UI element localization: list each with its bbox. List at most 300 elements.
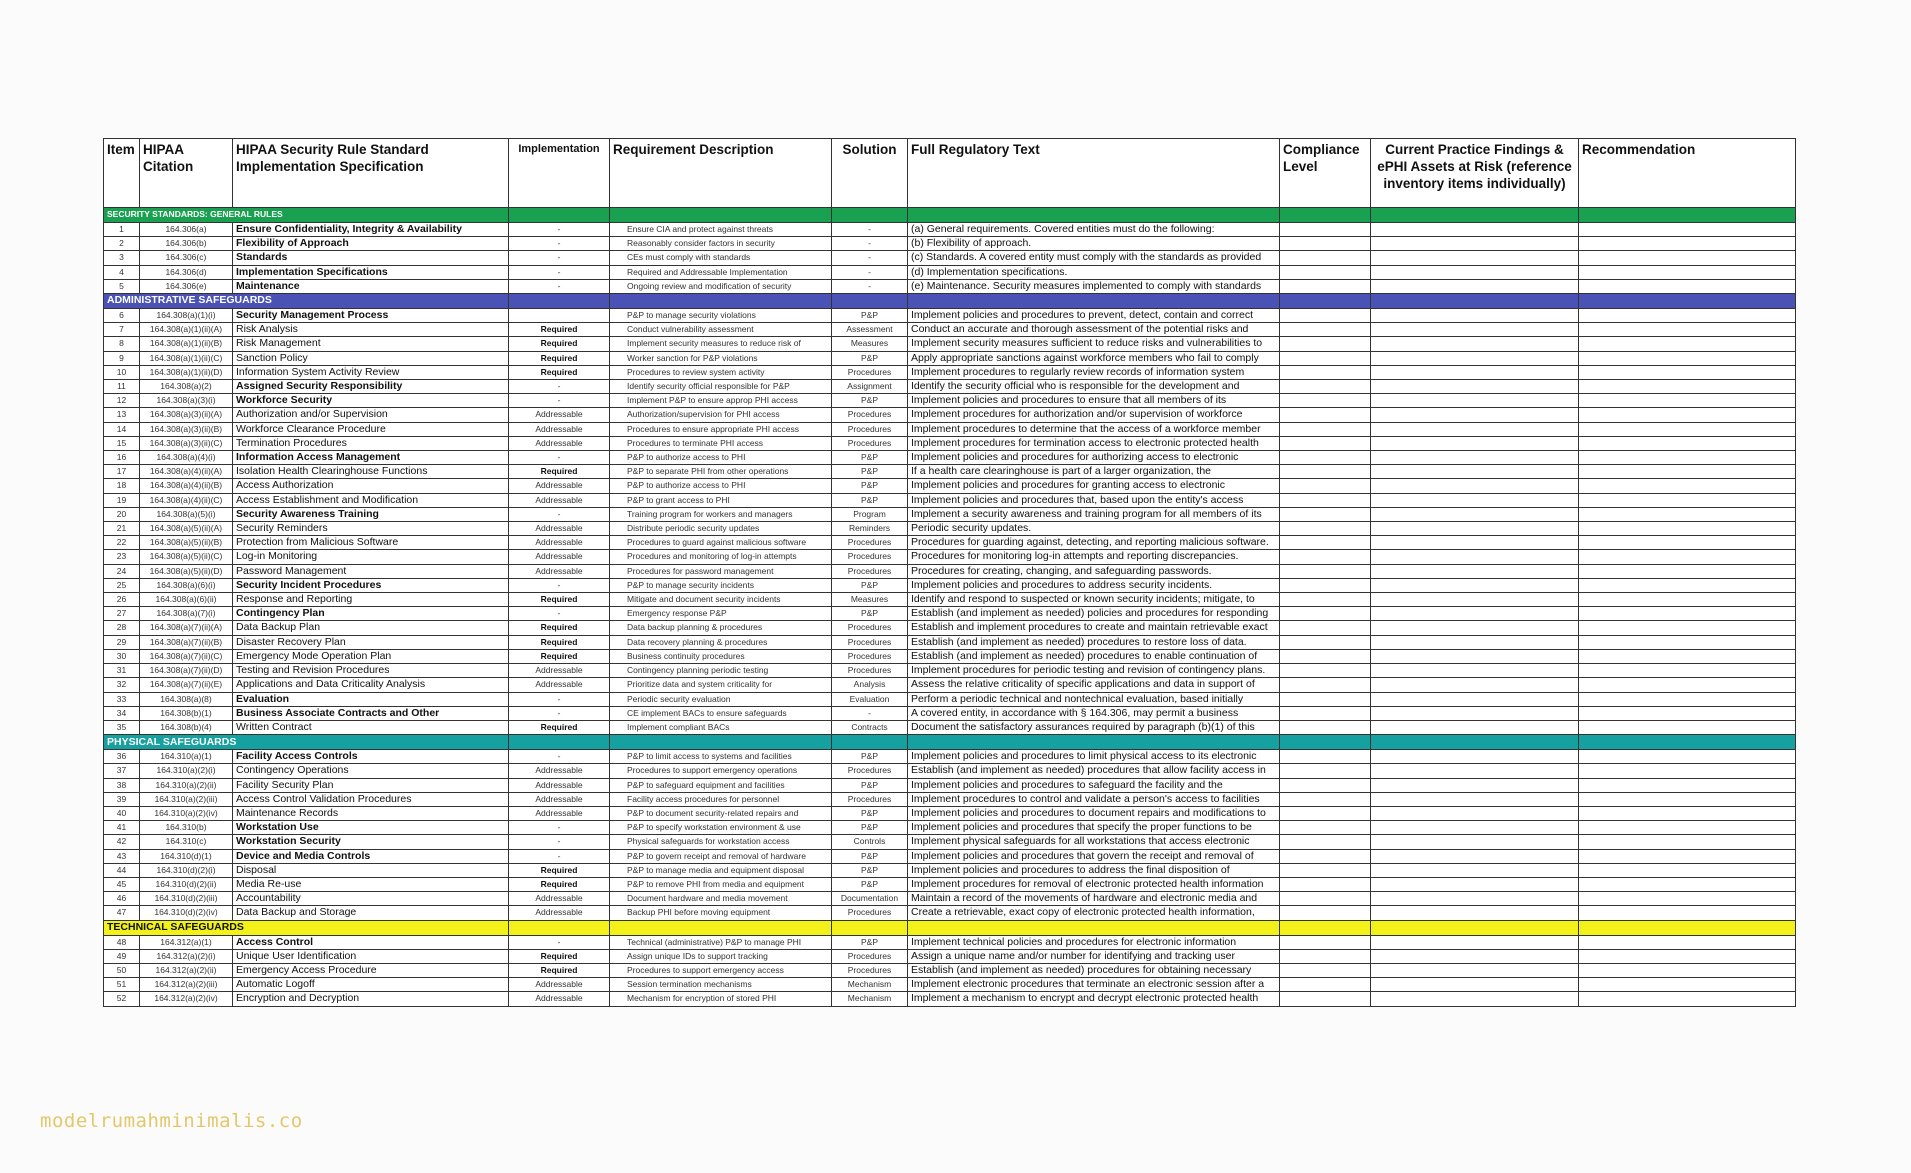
cell-recommendation[interactable] bbox=[1579, 237, 1796, 251]
cell-item: 12 bbox=[104, 394, 140, 408]
cell-item: 44 bbox=[104, 863, 140, 877]
cell-regulatory: Document the satisfactory assurances required by paragraph (b)(1) of this bbox=[908, 720, 1280, 734]
cell-compliance[interactable] bbox=[1280, 692, 1371, 706]
cell-standard: Contingency Plan bbox=[233, 607, 509, 621]
table-row bbox=[104, 877, 1796, 891]
cell-citation: 164.308(a)(7)(ii)(B) bbox=[140, 635, 233, 649]
cell-findings[interactable] bbox=[1371, 635, 1579, 649]
cell-standard: Workstation Security bbox=[233, 835, 509, 849]
cell-compliance[interactable] bbox=[1280, 279, 1371, 293]
cell-findings[interactable] bbox=[1371, 764, 1579, 778]
cell-findings[interactable] bbox=[1371, 835, 1579, 849]
cell-compliance[interactable] bbox=[1280, 892, 1371, 906]
cell-item: 28 bbox=[104, 621, 140, 635]
cell-recommendation[interactable] bbox=[1579, 649, 1796, 663]
cell-findings[interactable] bbox=[1371, 678, 1579, 692]
cell-item: 40 bbox=[104, 806, 140, 820]
cell-findings[interactable] bbox=[1371, 978, 1579, 992]
cell-recommendation[interactable] bbox=[1579, 764, 1796, 778]
cell-compliance[interactable] bbox=[1280, 664, 1371, 678]
cell-findings[interactable] bbox=[1371, 792, 1579, 806]
cell-standard: Emergency Mode Operation Plan bbox=[233, 649, 509, 663]
cell-findings[interactable] bbox=[1371, 365, 1579, 379]
table-row bbox=[104, 778, 1796, 792]
cell-findings[interactable] bbox=[1371, 750, 1579, 764]
cell-requirement: Identify security official responsible for P&P bbox=[610, 380, 832, 394]
cell-implementation: Addressable bbox=[509, 550, 610, 564]
cell-recommendation[interactable] bbox=[1579, 635, 1796, 649]
cell-compliance[interactable] bbox=[1280, 963, 1371, 977]
cell-recommendation[interactable] bbox=[1579, 849, 1796, 863]
cell-requirement: Distribute periodic security updates bbox=[610, 522, 832, 536]
cell-recommendation[interactable] bbox=[1579, 394, 1796, 408]
cell-standard: Authorization and/or Supervision bbox=[233, 408, 509, 422]
cell-compliance[interactable] bbox=[1280, 522, 1371, 536]
cell-compliance[interactable] bbox=[1280, 550, 1371, 564]
cell-solution: Measures bbox=[832, 337, 908, 351]
cell-citation: 164.308(a)(5)(ii)(C) bbox=[140, 550, 233, 564]
cell-compliance[interactable] bbox=[1280, 792, 1371, 806]
cell-standard: Data Backup Plan bbox=[233, 621, 509, 635]
cell-recommendation[interactable] bbox=[1579, 309, 1796, 323]
cell-findings[interactable] bbox=[1371, 493, 1579, 507]
section-header-row bbox=[104, 920, 1796, 935]
cell-compliance[interactable] bbox=[1280, 536, 1371, 550]
section-header-row bbox=[104, 294, 1796, 309]
cell-findings[interactable] bbox=[1371, 949, 1579, 963]
cell-compliance[interactable] bbox=[1280, 223, 1371, 237]
cell-compliance[interactable] bbox=[1280, 906, 1371, 920]
cell-findings[interactable] bbox=[1371, 337, 1579, 351]
cell-requirement: Physical safeguards for workstation access bbox=[610, 835, 832, 849]
cell-recommendation[interactable] bbox=[1579, 279, 1796, 293]
cell-item: 43 bbox=[104, 849, 140, 863]
cell-compliance[interactable] bbox=[1280, 806, 1371, 820]
cell-item: 39 bbox=[104, 792, 140, 806]
cell-recommendation[interactable] bbox=[1579, 720, 1796, 734]
cell-requirement: Implement compliant BACs bbox=[610, 720, 832, 734]
cell-solution: Procedures bbox=[832, 664, 908, 678]
cell-recommendation[interactable] bbox=[1579, 493, 1796, 507]
cell-compliance[interactable] bbox=[1280, 720, 1371, 734]
cell-regulatory: Implement policies and procedures that specify the proper functions to be bbox=[908, 821, 1280, 835]
table-row bbox=[104, 237, 1796, 251]
cell-regulatory: (b) Flexibility of approach. bbox=[908, 237, 1280, 251]
cell-compliance[interactable] bbox=[1280, 351, 1371, 365]
cell-implementation: Required bbox=[509, 635, 610, 649]
cell-recommendation[interactable] bbox=[1579, 978, 1796, 992]
cell-regulatory: Implement policies and procedures that, based upon the entity's access bbox=[908, 493, 1280, 507]
cell-compliance[interactable] bbox=[1280, 265, 1371, 279]
cell-regulatory: Periodic security updates. bbox=[908, 522, 1280, 536]
cell-regulatory: Procedures for creating, changing, and safeguarding passwords. bbox=[908, 564, 1280, 578]
cell-findings[interactable] bbox=[1371, 550, 1579, 564]
cell-recommendation[interactable] bbox=[1579, 664, 1796, 678]
cell-compliance[interactable] bbox=[1280, 309, 1371, 323]
cell-compliance[interactable] bbox=[1280, 422, 1371, 436]
cell-recommendation[interactable] bbox=[1579, 792, 1796, 806]
cell-findings[interactable] bbox=[1371, 451, 1579, 465]
cell-findings[interactable] bbox=[1371, 692, 1579, 706]
cell-regulatory: Implement procedures to control and validate a person's access to facilities bbox=[908, 792, 1280, 806]
cell-findings[interactable] bbox=[1371, 863, 1579, 877]
cell-recommendation[interactable] bbox=[1579, 351, 1796, 365]
cell-recommendation[interactable] bbox=[1579, 479, 1796, 493]
cell-requirement: Training program for workers and managers bbox=[610, 507, 832, 521]
cell-compliance[interactable] bbox=[1280, 436, 1371, 450]
cell-standard: Data Backup and Storage bbox=[233, 906, 509, 920]
cell-findings[interactable] bbox=[1371, 877, 1579, 891]
table-row bbox=[104, 906, 1796, 920]
cell-compliance[interactable] bbox=[1280, 949, 1371, 963]
cell-compliance[interactable] bbox=[1280, 935, 1371, 949]
table-row bbox=[104, 408, 1796, 422]
cell-standard: Access Control bbox=[233, 935, 509, 949]
cell-recommendation[interactable] bbox=[1579, 223, 1796, 237]
cell-findings[interactable] bbox=[1371, 720, 1579, 734]
cell-implementation: Addressable bbox=[509, 978, 610, 992]
cell-compliance[interactable] bbox=[1280, 564, 1371, 578]
cell-findings[interactable] bbox=[1371, 664, 1579, 678]
cell-findings[interactable] bbox=[1371, 906, 1579, 920]
cell-standard: Isolation Health Clearinghouse Functions bbox=[233, 465, 509, 479]
cell-compliance[interactable] bbox=[1280, 978, 1371, 992]
header-regulatory: Full Regulatory Text bbox=[908, 139, 1280, 208]
cell-item: 23 bbox=[104, 550, 140, 564]
cell-solution: Procedures bbox=[832, 436, 908, 450]
section-fill-cell bbox=[1371, 294, 1579, 309]
cell-recommendation[interactable] bbox=[1579, 507, 1796, 521]
cell-findings[interactable] bbox=[1371, 593, 1579, 607]
cell-standard: Device and Media Controls bbox=[233, 849, 509, 863]
cell-solution: Procedures bbox=[832, 949, 908, 963]
cell-recommendation[interactable] bbox=[1579, 821, 1796, 835]
cell-regulatory: Conduct an accurate and thorough assessment of the potential risks and bbox=[908, 323, 1280, 337]
cell-findings[interactable] bbox=[1371, 479, 1579, 493]
cell-requirement: P&P to safeguard equipment and facilities bbox=[610, 778, 832, 792]
cell-findings[interactable] bbox=[1371, 706, 1579, 720]
cell-findings[interactable] bbox=[1371, 279, 1579, 293]
cell-findings[interactable] bbox=[1371, 237, 1579, 251]
cell-compliance[interactable] bbox=[1280, 678, 1371, 692]
cell-item: 16 bbox=[104, 451, 140, 465]
cell-implementation: Required bbox=[509, 863, 610, 877]
cell-recommendation[interactable] bbox=[1579, 892, 1796, 906]
cell-implementation: Addressable bbox=[509, 479, 610, 493]
cell-standard: Applications and Data Criticality Analysis bbox=[233, 678, 509, 692]
section-fill-cell bbox=[1280, 920, 1371, 935]
cell-citation: 164.308(a)(3)(ii)(A) bbox=[140, 408, 233, 422]
cell-recommendation[interactable] bbox=[1579, 578, 1796, 592]
cell-standard: Business Associate Contracts and Other bbox=[233, 706, 509, 720]
cell-recommendation[interactable] bbox=[1579, 692, 1796, 706]
cell-requirement: Conduct vulnerability assessment bbox=[610, 323, 832, 337]
cell-compliance[interactable] bbox=[1280, 863, 1371, 877]
cell-solution: P&P bbox=[832, 849, 908, 863]
cell-compliance[interactable] bbox=[1280, 465, 1371, 479]
cell-requirement: Ensure CIA and protect against threats bbox=[610, 223, 832, 237]
cell-recommendation[interactable] bbox=[1579, 380, 1796, 394]
cell-compliance[interactable] bbox=[1280, 778, 1371, 792]
cell-recommendation[interactable] bbox=[1579, 451, 1796, 465]
cell-implementation: Addressable bbox=[509, 678, 610, 692]
cell-compliance[interactable] bbox=[1280, 835, 1371, 849]
cell-requirement: Required and Addressable Implementation bbox=[610, 265, 832, 279]
cell-requirement: Document hardware and media movement bbox=[610, 892, 832, 906]
cell-implementation: Required bbox=[509, 877, 610, 891]
cell-recommendation[interactable] bbox=[1579, 251, 1796, 265]
cell-implementation: - bbox=[509, 835, 610, 849]
cell-item: 35 bbox=[104, 720, 140, 734]
cell-requirement: Emergency response P&P bbox=[610, 607, 832, 621]
cell-findings[interactable] bbox=[1371, 408, 1579, 422]
cell-compliance[interactable] bbox=[1280, 323, 1371, 337]
cell-requirement: Procedures and monitoring of log-in attempts bbox=[610, 550, 832, 564]
cell-findings[interactable] bbox=[1371, 522, 1579, 536]
cell-compliance[interactable] bbox=[1280, 365, 1371, 379]
cell-citation: 164.310(a)(2)(iii) bbox=[140, 792, 233, 806]
cell-implementation: Addressable bbox=[509, 892, 610, 906]
cell-implementation: Addressable bbox=[509, 906, 610, 920]
cell-standard: Maintenance bbox=[233, 279, 509, 293]
cell-implementation: - bbox=[509, 394, 610, 408]
cell-findings[interactable] bbox=[1371, 992, 1579, 1006]
section-fill-cell bbox=[509, 208, 610, 223]
cell-recommendation[interactable] bbox=[1579, 621, 1796, 635]
cell-item: 42 bbox=[104, 835, 140, 849]
cell-recommendation[interactable] bbox=[1579, 863, 1796, 877]
cell-findings[interactable] bbox=[1371, 806, 1579, 820]
cell-standard: Risk Management bbox=[233, 337, 509, 351]
cell-recommendation[interactable] bbox=[1579, 564, 1796, 578]
cell-standard: Password Management bbox=[233, 564, 509, 578]
cell-findings[interactable] bbox=[1371, 621, 1579, 635]
cell-requirement: Procedures to guard against malicious software bbox=[610, 536, 832, 550]
cell-findings[interactable] bbox=[1371, 465, 1579, 479]
cell-solution: Assessment bbox=[832, 323, 908, 337]
cell-findings[interactable] bbox=[1371, 778, 1579, 792]
cell-recommendation[interactable] bbox=[1579, 750, 1796, 764]
cell-recommendation[interactable] bbox=[1579, 365, 1796, 379]
table-row bbox=[104, 493, 1796, 507]
cell-citation: 164.306(a) bbox=[140, 223, 233, 237]
cell-solution: Procedures bbox=[832, 906, 908, 920]
cell-recommendation[interactable] bbox=[1579, 963, 1796, 977]
cell-compliance[interactable] bbox=[1280, 479, 1371, 493]
cell-compliance[interactable] bbox=[1280, 394, 1371, 408]
cell-findings[interactable] bbox=[1371, 821, 1579, 835]
cell-findings[interactable] bbox=[1371, 351, 1579, 365]
cell-findings[interactable] bbox=[1371, 223, 1579, 237]
cell-recommendation[interactable] bbox=[1579, 522, 1796, 536]
cell-item: 38 bbox=[104, 778, 140, 792]
cell-citation: 164.308(a)(4)(ii)(B) bbox=[140, 479, 233, 493]
cell-regulatory: Implement security measures sufficient to reduce risks and vulnerabilities to bbox=[908, 337, 1280, 351]
cell-findings[interactable] bbox=[1371, 436, 1579, 450]
cell-item: 41 bbox=[104, 821, 140, 835]
cell-findings[interactable] bbox=[1371, 422, 1579, 436]
cell-standard: Facility Security Plan bbox=[233, 778, 509, 792]
cell-implementation: Required bbox=[509, 963, 610, 977]
cell-compliance[interactable] bbox=[1280, 237, 1371, 251]
cell-requirement: P&P to specify workstation environment & use bbox=[610, 821, 832, 835]
cell-findings[interactable] bbox=[1371, 892, 1579, 906]
cell-compliance[interactable] bbox=[1280, 380, 1371, 394]
cell-recommendation[interactable] bbox=[1579, 906, 1796, 920]
cell-recommendation[interactable] bbox=[1579, 536, 1796, 550]
cell-compliance[interactable] bbox=[1280, 635, 1371, 649]
cell-requirement: Periodic security evaluation bbox=[610, 692, 832, 706]
cell-citation: 164.310(b) bbox=[140, 821, 233, 835]
cell-standard: Information Access Management bbox=[233, 451, 509, 465]
header-requirement: Requirement Description bbox=[610, 139, 832, 208]
cell-standard: Workstation Use bbox=[233, 821, 509, 835]
cell-item: 48 bbox=[104, 935, 140, 949]
cell-recommendation[interactable] bbox=[1579, 265, 1796, 279]
cell-item: 36 bbox=[104, 750, 140, 764]
cell-requirement: CEs must comply with standards bbox=[610, 251, 832, 265]
cell-findings[interactable] bbox=[1371, 564, 1579, 578]
cell-compliance[interactable] bbox=[1280, 621, 1371, 635]
cell-implementation: Addressable bbox=[509, 436, 610, 450]
cell-findings[interactable] bbox=[1371, 607, 1579, 621]
cell-requirement: Contingency planning periodic testing bbox=[610, 664, 832, 678]
cell-recommendation[interactable] bbox=[1579, 806, 1796, 820]
cell-findings[interactable] bbox=[1371, 935, 1579, 949]
cell-citation: 164.308(a)(1)(ii)(B) bbox=[140, 337, 233, 351]
cell-compliance[interactable] bbox=[1280, 337, 1371, 351]
cell-citation: 164.308(a)(5)(ii)(B) bbox=[140, 536, 233, 550]
cell-citation: 164.308(a)(1)(i) bbox=[140, 309, 233, 323]
cell-standard: Access Authorization bbox=[233, 479, 509, 493]
section-fill-cell bbox=[908, 735, 1280, 750]
cell-compliance[interactable] bbox=[1280, 750, 1371, 764]
cell-findings[interactable] bbox=[1371, 323, 1579, 337]
cell-recommendation[interactable] bbox=[1579, 337, 1796, 351]
cell-standard: Automatic Logoff bbox=[233, 978, 509, 992]
cell-solution: Analysis bbox=[832, 678, 908, 692]
cell-citation: 164.310(a)(2)(ii) bbox=[140, 778, 233, 792]
cell-recommendation[interactable] bbox=[1579, 408, 1796, 422]
cell-standard: Workforce Security bbox=[233, 394, 509, 408]
cell-compliance[interactable] bbox=[1280, 451, 1371, 465]
cell-implementation: Addressable bbox=[509, 792, 610, 806]
cell-recommendation[interactable] bbox=[1579, 436, 1796, 450]
table-row bbox=[104, 380, 1796, 394]
cell-recommendation[interactable] bbox=[1579, 550, 1796, 564]
table-row bbox=[104, 223, 1796, 237]
section-header-row bbox=[104, 735, 1796, 750]
cell-recommendation[interactable] bbox=[1579, 607, 1796, 621]
cell-solution: Reminders bbox=[832, 522, 908, 536]
cell-findings[interactable] bbox=[1371, 380, 1579, 394]
watermark-text: modelrumahminimalis.co bbox=[40, 1110, 303, 1132]
cell-compliance[interactable] bbox=[1280, 578, 1371, 592]
cell-compliance[interactable] bbox=[1280, 877, 1371, 891]
cell-findings[interactable] bbox=[1371, 849, 1579, 863]
section-fill-cell bbox=[832, 920, 908, 935]
cell-findings[interactable] bbox=[1371, 649, 1579, 663]
cell-implementation: - bbox=[509, 607, 610, 621]
cell-citation: 164.306(b) bbox=[140, 237, 233, 251]
cell-item: 17 bbox=[104, 465, 140, 479]
cell-compliance[interactable] bbox=[1280, 607, 1371, 621]
cell-recommendation[interactable] bbox=[1579, 323, 1796, 337]
table-row bbox=[104, 479, 1796, 493]
cell-recommendation[interactable] bbox=[1579, 992, 1796, 1006]
cell-recommendation[interactable] bbox=[1579, 835, 1796, 849]
cell-compliance[interactable] bbox=[1280, 849, 1371, 863]
cell-findings[interactable] bbox=[1371, 578, 1579, 592]
cell-recommendation[interactable] bbox=[1579, 949, 1796, 963]
cell-compliance[interactable] bbox=[1280, 251, 1371, 265]
cell-citation: 164.310(c) bbox=[140, 835, 233, 849]
cell-implementation: - bbox=[509, 507, 610, 521]
cell-findings[interactable] bbox=[1371, 309, 1579, 323]
cell-implementation: - bbox=[509, 821, 610, 835]
section-title: TECHNICAL SAFEGUARDS bbox=[104, 920, 509, 935]
cell-item: 34 bbox=[104, 706, 140, 720]
cell-compliance[interactable] bbox=[1280, 649, 1371, 663]
cell-regulatory: Procedures for monitoring log-in attempts and reporting discrepancies. bbox=[908, 550, 1280, 564]
cell-compliance[interactable] bbox=[1280, 821, 1371, 835]
cell-findings[interactable] bbox=[1371, 536, 1579, 550]
cell-citation: 164.312(a)(1) bbox=[140, 935, 233, 949]
cell-compliance[interactable] bbox=[1280, 507, 1371, 521]
cell-recommendation[interactable] bbox=[1579, 706, 1796, 720]
cell-requirement: P&P to govern receipt and removal of hardware bbox=[610, 849, 832, 863]
cell-requirement: Backup PHI before moving equipment bbox=[610, 906, 832, 920]
cell-findings[interactable] bbox=[1371, 251, 1579, 265]
section-fill-cell bbox=[1371, 920, 1579, 935]
cell-requirement: P&P to manage security violations bbox=[610, 309, 832, 323]
cell-compliance[interactable] bbox=[1280, 593, 1371, 607]
cell-findings[interactable] bbox=[1371, 963, 1579, 977]
cell-solution: - bbox=[832, 237, 908, 251]
cell-findings[interactable] bbox=[1371, 507, 1579, 521]
cell-regulatory: Implement procedures for periodic testing and revision of contingency plans. bbox=[908, 664, 1280, 678]
cell-recommendation[interactable] bbox=[1579, 593, 1796, 607]
cell-compliance[interactable] bbox=[1280, 992, 1371, 1006]
cell-implementation: Required bbox=[509, 337, 610, 351]
cell-implementation: Required bbox=[509, 323, 610, 337]
cell-item: 33 bbox=[104, 692, 140, 706]
cell-compliance[interactable] bbox=[1280, 493, 1371, 507]
table-row bbox=[104, 978, 1796, 992]
cell-solution: Mechanism bbox=[832, 992, 908, 1006]
cell-recommendation[interactable] bbox=[1579, 678, 1796, 692]
cell-findings[interactable] bbox=[1371, 265, 1579, 279]
cell-regulatory: Implement physical safeguards for all workstations that access electronic bbox=[908, 835, 1280, 849]
cell-compliance[interactable] bbox=[1280, 408, 1371, 422]
cell-recommendation[interactable] bbox=[1579, 422, 1796, 436]
cell-regulatory: A covered entity, in accordance with § 164.306, may permit a business bbox=[908, 706, 1280, 720]
cell-citation: 164.308(a)(5)(i) bbox=[140, 507, 233, 521]
cell-compliance[interactable] bbox=[1280, 764, 1371, 778]
cell-requirement: P&P to authorize access to PHI bbox=[610, 451, 832, 465]
cell-recommendation[interactable] bbox=[1579, 778, 1796, 792]
cell-recommendation[interactable] bbox=[1579, 935, 1796, 949]
cell-standard: Disaster Recovery Plan bbox=[233, 635, 509, 649]
cell-citation: 164.308(a)(1)(ii)(D) bbox=[140, 365, 233, 379]
cell-recommendation[interactable] bbox=[1579, 465, 1796, 479]
header-row bbox=[104, 139, 1796, 208]
cell-citation: 164.308(a)(4)(ii)(A) bbox=[140, 465, 233, 479]
cell-compliance[interactable] bbox=[1280, 706, 1371, 720]
cell-findings[interactable] bbox=[1371, 394, 1579, 408]
cell-recommendation[interactable] bbox=[1579, 877, 1796, 891]
cell-standard: Security Awareness Training bbox=[233, 507, 509, 521]
